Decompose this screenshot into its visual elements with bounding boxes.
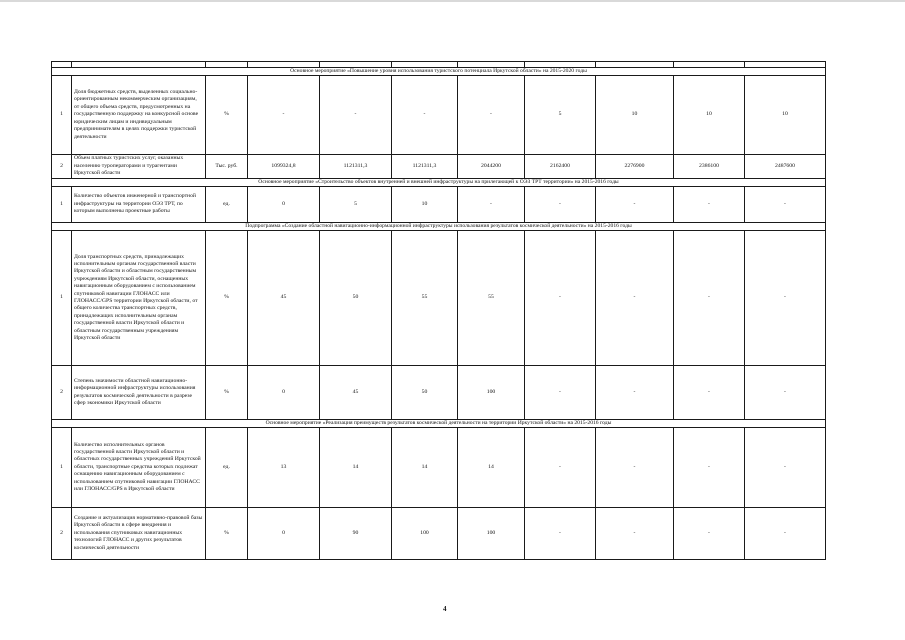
value-cell: 10 xyxy=(674,76,745,155)
unit-cell: ед. xyxy=(206,428,248,508)
indicator-name: Создание и актуализация нормативно-правовой базы Иркутской области в сфере внедрения и использования спутниковых навигационных технологий ГЛОНАСС и других результатов космической деятельности xyxy=(72,508,206,560)
value-cell: - xyxy=(458,76,525,155)
value-cell: - xyxy=(392,76,458,155)
section-heading-row xyxy=(52,420,826,428)
unit-cell: Тыс. руб. xyxy=(206,155,248,179)
value-cell: 0 xyxy=(248,187,320,223)
value-cell: 1121311,3 xyxy=(320,155,392,179)
value-cell: 14 xyxy=(392,428,458,508)
row-number: 2 xyxy=(52,366,72,420)
row-number: 2 xyxy=(52,155,72,179)
table-row xyxy=(52,508,826,560)
page-number: 4 xyxy=(443,605,447,613)
value-cell: 2162400 xyxy=(525,155,596,179)
indicator-name: Количество объектов инженерной и транспортной инфраструктуры на территории ОЭЗ ТРТ, по которым выполнены проектные работы xyxy=(72,187,206,223)
value-cell: - xyxy=(745,366,826,420)
value-cell: 45 xyxy=(320,366,392,420)
section-title: Основное мероприятие «Повышение уровня использования туристского потенциала Иркутской области» на 2015-2020 годы xyxy=(52,68,826,76)
unit-cell: % xyxy=(206,508,248,560)
unit-cell: % xyxy=(206,231,248,366)
value-cell: 10 xyxy=(392,187,458,223)
value-cell: 2487600 xyxy=(745,155,826,179)
value-cell: - xyxy=(525,366,596,420)
value-cell: 14 xyxy=(320,428,392,508)
section-heading-row xyxy=(52,68,826,76)
table-row xyxy=(52,155,826,179)
value-cell: - xyxy=(674,231,745,366)
value-cell: 50 xyxy=(392,366,458,420)
section-heading-row xyxy=(52,179,826,187)
value-cell: 45 xyxy=(248,231,320,366)
value-cell: 100 xyxy=(458,508,525,560)
row-number: 2 xyxy=(52,508,72,560)
value-cell: - xyxy=(248,76,320,155)
value-cell: 55 xyxy=(392,231,458,366)
section-title: Подпрограмма «Создание областной навигационно-информационной инфраструктуры использования результатов космической деятельности» на 2015-2016 годы xyxy=(52,223,826,231)
value-cell: 2044200 xyxy=(458,155,525,179)
value-cell: 50 xyxy=(320,231,392,366)
value-cell: - xyxy=(596,187,674,223)
table-row xyxy=(52,366,826,420)
value-cell: 2386100 xyxy=(674,155,745,179)
indicators-table xyxy=(51,61,826,560)
section-heading-row xyxy=(52,223,826,231)
indicator-name: Объем платных туристских услуг, оказанных населению туроператорами и турагентами Иркутской области xyxy=(72,155,206,179)
value-cell: - xyxy=(320,76,392,155)
value-cell: 90 xyxy=(320,508,392,560)
value-cell: - xyxy=(745,508,826,560)
indicator-name: Доля транспортных средств, принадлежащих исполнительным органам государственной власти Иркутской области и областным государственным учреждениям Иркутской области, оснащенных навигационным оборудованием с использованием спутниковой навигации ГЛОНАСС или ГЛОНАСС/GPS территории Иркутской области, от общего количества транспортных средств, принадлежащих исполнительным органам государственной власти Иркутской области и областным государственным учреждениям Иркутской области xyxy=(72,231,206,366)
value-cell: - xyxy=(674,187,745,223)
value-cell: 14 xyxy=(458,428,525,508)
value-cell: - xyxy=(525,187,596,223)
value-cell: 100 xyxy=(458,366,525,420)
value-cell: 5 xyxy=(525,76,596,155)
value-cell: - xyxy=(525,231,596,366)
value-cell: - xyxy=(596,508,674,560)
value-cell: 10 xyxy=(596,76,674,155)
value-cell: - xyxy=(525,428,596,508)
value-cell: 100 xyxy=(392,508,458,560)
page-top-edge xyxy=(0,0,905,2)
indicator-name: Доля бюджетных средств, выделенных социально-ориентированным некоммерческим организациям, от общего объема средств, предусмотренных на государственную поддержку на конкурсной основе юридическим лицам и индивидуальным предпринимателям в целях поддержки туристской деятельности xyxy=(72,76,206,155)
table-row xyxy=(52,187,826,223)
unit-cell: % xyxy=(206,76,248,155)
unit-cell: % xyxy=(206,366,248,420)
value-cell: 1121311,3 xyxy=(392,155,458,179)
value-cell: - xyxy=(674,366,745,420)
row-number: 1 xyxy=(52,231,72,366)
value-cell: - xyxy=(596,428,674,508)
value-cell: 0 xyxy=(248,366,320,420)
row-number: 1 xyxy=(52,428,72,508)
row-number: 1 xyxy=(52,187,72,223)
indicator-name: Количество исполнительных органов государственной власти Иркутской области и областных государственных учреждений Иркутской области, транспортные средства которых подлежат оснащению навигационным оборудованием с использованием спутниковой навигации ГЛОНАСС или ГЛОНАСС/GPS в Иркутской области xyxy=(72,428,206,508)
value-cell: - xyxy=(745,187,826,223)
unit-cell: ед. xyxy=(206,187,248,223)
value-cell: - xyxy=(596,366,674,420)
value-cell: - xyxy=(745,231,826,366)
table-row xyxy=(52,231,826,366)
row-number: 1 xyxy=(52,76,72,155)
table-row xyxy=(52,76,826,155)
value-cell: - xyxy=(745,428,826,508)
section-title: Основное мероприятие «Реализация преимуществ результатов космической деятельности на территории Иркутской области» на 2015-2016 годы xyxy=(52,420,826,428)
section-title: Основное мероприятие «Строительство объектов внутренней и внешней инфраструктуры на прилегающей к ОЭЗ ТРТ территории» на 2015-2016 годы xyxy=(52,179,826,187)
value-cell: 5 xyxy=(320,187,392,223)
value-cell: - xyxy=(596,231,674,366)
value-cell: 10 xyxy=(745,76,826,155)
indicator-name: Степень значимости областной навигационно-информационной инфраструктуры использования результатов космической деятельности в разрезе сфер экономики Иркутской области xyxy=(72,366,206,420)
value-cell: 13 xyxy=(248,428,320,508)
value-cell: - xyxy=(458,187,525,223)
value-cell: - xyxy=(674,428,745,508)
value-cell: - xyxy=(525,508,596,560)
value-cell: 55 xyxy=(458,231,525,366)
value-cell: - xyxy=(674,508,745,560)
value-cell: 1099324,8 xyxy=(248,155,320,179)
value-cell: 2276900 xyxy=(596,155,674,179)
table-row xyxy=(52,428,826,508)
value-cell: 0 xyxy=(248,508,320,560)
